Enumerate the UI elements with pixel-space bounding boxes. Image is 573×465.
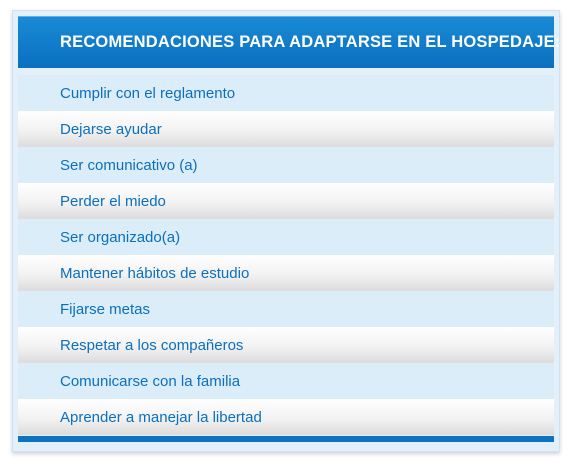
list-item-label: Mantener hábitos de estudio [60, 264, 250, 282]
list-item-label: Ser organizado(a) [60, 228, 181, 246]
list-item [18, 219, 554, 255]
list-item-label: Cumplir con el reglamento [60, 84, 236, 102]
list-item [18, 111, 554, 147]
recommendations-list [18, 75, 554, 435]
list-item-label: Aprender a manejar la libertad [60, 408, 262, 426]
list-item-label: Dejarse ayudar [60, 120, 162, 138]
footer-bar [18, 436, 554, 442]
list-item [18, 255, 554, 291]
list-item [18, 327, 554, 363]
list-item [18, 147, 554, 183]
list-item-label: Ser comunicativo (a) [60, 156, 198, 174]
list-item-label: Perder el miedo [60, 192, 166, 210]
list-item [18, 363, 554, 399]
list-item [18, 399, 554, 435]
panel-header [18, 16, 561, 68]
list-item [18, 291, 554, 327]
panel-title: RECOMENDACIONES PARA ADAPTARSE EN EL HOSPEDAJE: [60, 33, 561, 51]
list-item [18, 183, 554, 219]
list-item-label: Respetar a los compañeros [60, 336, 244, 354]
list-item-label: Comunicarse con la familia [60, 372, 241, 390]
list-item-label: Fijarse metas [60, 300, 151, 318]
list-item [18, 75, 554, 111]
recommendations-panel [12, 10, 560, 452]
